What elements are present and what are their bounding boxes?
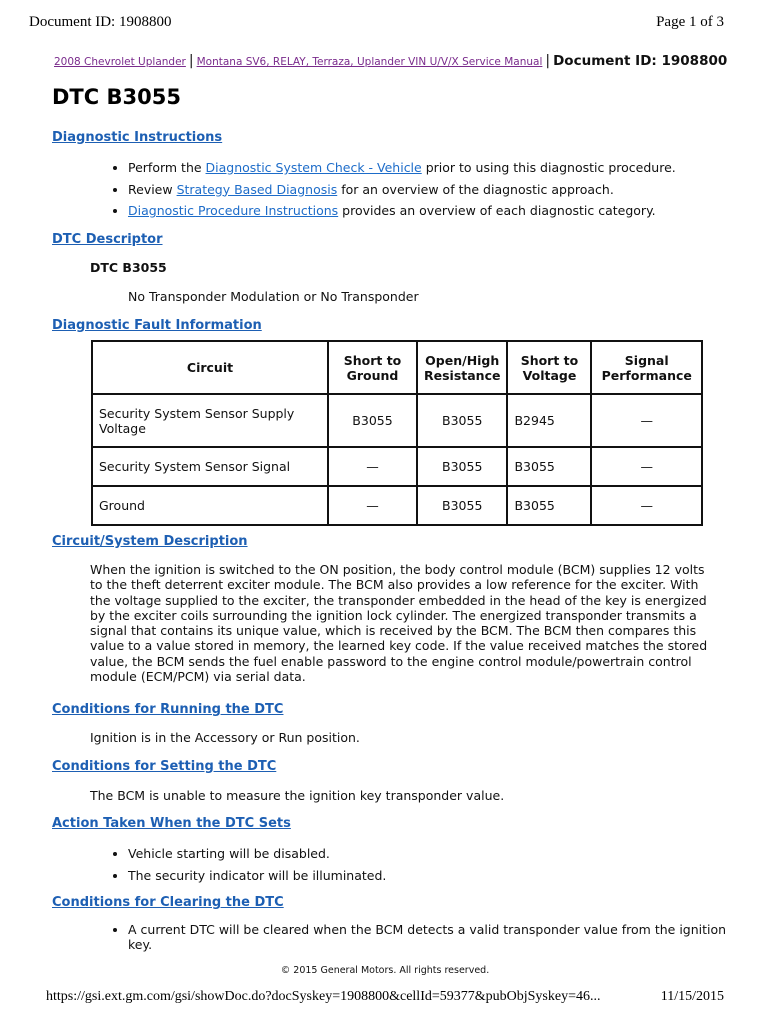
- table-cell: Security System Sensor Signal: [92, 447, 328, 486]
- breadcrumb: [54, 53, 727, 69]
- page-number: Page 1 of 3: [656, 14, 724, 30]
- breadcrumb-separator: |: [188, 53, 194, 69]
- table-cell: Ground: [92, 486, 328, 525]
- table-cell: —: [328, 447, 417, 486]
- list-item: • Vehicle starting will be disabled.: [128, 843, 386, 865]
- link-diagnostic-procedure-instructions[interactable]: Diagnostic Procedure Instructions: [128, 203, 339, 218]
- conditions-setting-text: The BCM is unable to measure the ignition key transponder value.: [90, 788, 505, 803]
- list-item: • A current DTC will be cleared when the BCM detects a valid transponder value from the ignition key.: [128, 922, 728, 953]
- table-header-row: [92, 341, 702, 394]
- heading-action-taken[interactable]: Action Taken When the DTC Sets: [52, 816, 291, 831]
- fault-table: [91, 340, 703, 526]
- table-cell: B3055: [417, 394, 507, 447]
- print-header: [29, 14, 724, 31]
- table-row: [92, 447, 702, 486]
- table-cell: B3055: [417, 447, 507, 486]
- table-cell: B3055: [507, 447, 591, 486]
- table-cell: —: [591, 447, 702, 486]
- print-url: https://gsi.ext.gm.com/gsi/showDoc.do?docSyskey=1908800&cellId=59377&pubObjSyskey=46...: [46, 989, 601, 1004]
- conditions-running-text: Ignition is in the Accessory or Run position.: [90, 730, 360, 745]
- dtc-code: DTC B3055: [90, 260, 167, 275]
- heading-conditions-setting[interactable]: Conditions for Setting the DTC: [52, 759, 277, 774]
- link-strategy-based-diagnosis[interactable]: Strategy Based Diagnosis: [176, 181, 338, 197]
- breadcrumb-doc-id: Document ID: 1908800: [553, 53, 728, 69]
- conditions-clearing-list: [110, 922, 728, 953]
- list-item: [128, 179, 676, 201]
- list-item-text: Review: [128, 181, 177, 197]
- heading-dtc-descriptor[interactable]: DTC Descriptor: [52, 232, 163, 247]
- breadcrumb-separator: |: [545, 53, 551, 69]
- circuit-description-text: When the ignition is switched to the ON position, the body control module (BCM) supplies 12 volts to the theft deterrent exciter module. The BCM also provides a low reference for the exciter. With the voltage supplied to the exciter, the transponder embedded in the head of the key is energized by the exciter coils surrounding the ignition lock cylinder. The energized transponder transmits a signal that contains its unique value, which is received by the BCM. The BCM then compares this value to a value stored in memory, the learned key code. If the value received matches the stored value, the BCM sends the fuel enable password to the engine control module/powertrain control module (ECM/PCM) via serial data.: [90, 562, 708, 685]
- print-date: 11/15/2015: [660, 989, 724, 1004]
- table-cell: B3055: [507, 486, 591, 525]
- table-cell: B2945: [507, 394, 591, 447]
- column-header: Open/High Resistance: [417, 341, 507, 394]
- column-header: Short to Ground: [328, 341, 417, 394]
- action-taken-list: [110, 843, 386, 886]
- column-header: Short to Voltage: [507, 341, 591, 394]
- column-header: Circuit: [92, 341, 328, 394]
- heading-diagnostic-instructions[interactable]: Diagnostic Instructions: [52, 130, 223, 145]
- heading-conditions-clearing[interactable]: Conditions for Clearing the DTC: [52, 895, 284, 910]
- list-item-text: provides an overview of each diagnostic category.: [338, 203, 656, 218]
- table-row: [92, 486, 702, 525]
- list-item: [128, 157, 676, 179]
- table-cell: —: [591, 486, 702, 525]
- dtc-description: No Transponder Modulation or No Transponder: [128, 289, 419, 304]
- table-cell: —: [591, 394, 702, 447]
- print-footer: [46, 989, 724, 1005]
- diagnostic-instructions-list: [110, 157, 676, 222]
- heading-diagnostic-fault-information[interactable]: Diagnostic Fault Information: [52, 318, 262, 333]
- breadcrumb-link-manual[interactable]: Montana SV6, RELAY, Terraza, Uplander VIN U/V/X Service Manual: [196, 56, 543, 68]
- table-cell: B3055: [328, 394, 417, 447]
- breadcrumb-link-vehicle[interactable]: 2008 Chevrolet Uplander: [54, 56, 186, 68]
- heading-circuit-system-description[interactable]: Circuit/System Description: [52, 534, 248, 549]
- list-item-text: for an overview of the diagnostic approach.: [337, 181, 614, 197]
- list-item: • The security indicator will be illuminated.: [128, 865, 386, 887]
- heading-conditions-running[interactable]: Conditions for Running the DTC: [52, 702, 284, 717]
- column-header: Signal Performance: [591, 341, 702, 394]
- table-row: [92, 394, 702, 447]
- list-item-text: prior to using this diagnostic procedure.: [421, 160, 676, 175]
- list-item-text: Perform the: [128, 160, 206, 175]
- table-cell: —: [328, 486, 417, 525]
- print-doc-id: Document ID: 1908800: [29, 14, 172, 30]
- copyright-notice: © 2015 General Motors. All rights reserved.: [280, 965, 490, 976]
- link-diagnostic-system-check[interactable]: Diagnostic System Check - Vehicle: [205, 160, 422, 175]
- table-cell: Security System Sensor Supply Voltage: [92, 394, 328, 447]
- list-item: [128, 200, 676, 222]
- page-title: DTC B3055: [52, 85, 181, 109]
- table-cell: B3055: [417, 486, 507, 525]
